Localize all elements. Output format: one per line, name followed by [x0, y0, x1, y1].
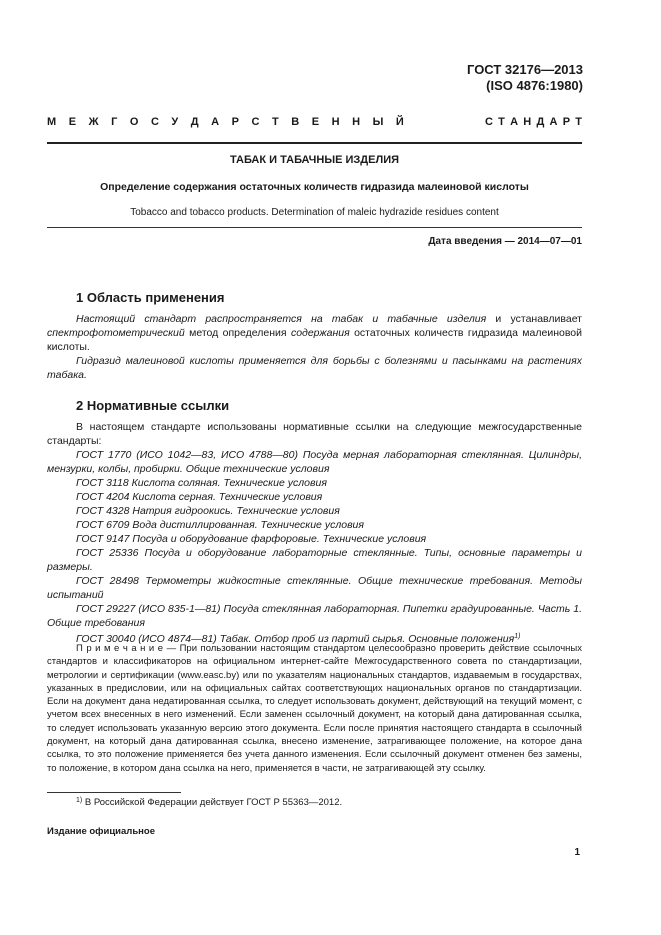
reference-text: ГОСТ 30040 (ИСО 4874—81) Табак. Отбор проб из партий сырья. Основные положения	[76, 633, 515, 645]
document-title: ТАБАК И ТАБАЧНЫЕ ИЗДЕЛИЯ	[229, 154, 400, 166]
banner-letter: Р	[231, 116, 239, 128]
section-1-heading: 1 Область применения	[76, 290, 225, 305]
document-subtitle: Определение содержания остаточных количеств гидразида малеиновой кислоты	[100, 181, 529, 193]
reference-item: ГОСТ 4204 Кислота серная. Технические условия	[76, 491, 323, 503]
scope-text-a: Настоящий стандарт распространяется на табак и табачные изделия	[76, 313, 487, 325]
banner-letter: Т	[272, 116, 279, 128]
reference-item: ГОСТ 28498 Термометры жидкостные стеклянные. Общие технические требования. Методы испытаний	[47, 575, 582, 601]
banner-letter: О	[129, 116, 139, 128]
banner-letter: Г	[111, 116, 118, 128]
reference-item: ГОСТ 29227 (ИСО 835-1—81) Посуда стеклянная лабораторная. Пипетки градуированные. Часть 1. Общие требования	[47, 603, 582, 629]
scope-paragraph	[47, 312, 582, 354]
footnote	[76, 797, 342, 808]
banner-letter: Е	[68, 116, 77, 128]
references-intro: В настоящем стандарте использованы нормативные ссылки на следующие межгосударственные стандарты:	[47, 421, 582, 447]
reference-item: ГОСТ 3118 Кислота соляная. Технические условия	[76, 477, 327, 489]
banner-letter: Н	[331, 116, 340, 128]
banner-letter: Й	[395, 116, 404, 128]
edition-label: Издание официальное	[47, 826, 155, 837]
banner-word-standard	[485, 116, 582, 128]
gost-number: ГОСТ 32176—2013	[467, 62, 583, 77]
banner-letter: С	[485, 116, 493, 128]
english-title: Tobacco and tobacco products. Determination of maleic hydrazide residues content	[130, 207, 499, 218]
scope-text-e: содержания	[290, 327, 350, 339]
banner-letter: Н	[523, 116, 532, 128]
footnote-rule	[47, 792, 181, 793]
reference-item: ГОСТ 9147 Посуда и оборудование фарфоровые. Технические условия	[76, 533, 427, 545]
page-number: 1	[574, 847, 580, 858]
footnote-mark: 1)	[76, 797, 83, 804]
note-text: — При пользовании настоящим стандартом целесообразно проверить действие ссылочных стандартов и классификаторов на официальном интернет-сайте Межгосударственного совета по стандартизации, метрологии и сертификации (www.easc.by) или по указателям национальных стандартов, издаваемым в государствах, указанных в предисловии, или на официальных сайтах соответствующих национальных органов по стандартизации. Если на документ дана недатированная ссылка, то следует использовать документ, действующий на текущий момент, с учетом всех внесенных в него изменений. Если заменен ссылочный документ, на который дана датированная ссылка, то следует использовать указанную версию этого документа. Если после принятия настоящего стандарта в ссылочный документ, на который дана датированная ссылка, внесено изменение, затрагивающее положение, на которое дана ссылка, то это положение применяется без учета данного изменения. Если ссылочный документ отменен без замены, то положение, в котором дана ссылка на него, применяется в части, не затрагивающей эту ссылку.	[47, 643, 582, 774]
banner-letter: Р	[562, 116, 571, 128]
scope-text-d: метод определения	[184, 327, 291, 339]
note-block	[47, 642, 582, 775]
reference-item: ГОСТ 25336 Посуда и оборудование лабораторные стеклянные. Типы, основные параметры и размеры.	[47, 547, 582, 573]
banner-letter: Т	[498, 116, 505, 128]
iso-number: (ISO 4876:1980)	[486, 78, 583, 93]
banner-letter: Е	[311, 116, 320, 128]
banner-letter: А	[510, 116, 519, 128]
section-2-body	[47, 420, 582, 646]
banner-letter: А	[549, 116, 558, 128]
banner-letter: М	[47, 116, 57, 128]
banner-letter: Т	[575, 116, 582, 128]
banner-word-interstate	[47, 116, 404, 128]
section-1-body	[47, 312, 582, 382]
reference-item: ГОСТ 1770 (ИСО 1042—83, ИСО 4788—80) Посуда мерная лабораторная стеклянная. Цилиндры, мензурки, колбы, пробирки. Общие технические условия	[47, 449, 582, 475]
usage-paragraph: Гидразид малеиновой кислоты применяется для борьбы с болезнями и пасынками на растениях табака.	[47, 355, 582, 381]
scope-text-b: и устанавливает	[486, 313, 582, 325]
note-label: П р и м е ч а н и е	[76, 643, 164, 654]
banner-letter: У	[171, 116, 179, 128]
reference-item: ГОСТ 4328 Натрия гидроокись. Технические условия	[76, 505, 340, 517]
title-rule	[47, 227, 582, 228]
section-2-heading: 2 Нормативные ссылки	[76, 398, 230, 413]
banner-letter: С	[150, 116, 159, 128]
banner-letter: А	[211, 116, 220, 128]
banner-letter: Д	[536, 116, 545, 128]
header-rule	[47, 142, 582, 144]
scope-text-f: остаточных количеств гидразида малеиновой кислоты.	[47, 327, 583, 353]
reference-item: ГОСТ 6709 Вода дистиллированная. Технические условия	[76, 519, 365, 531]
banner-letter: В	[291, 116, 300, 128]
reference-list	[47, 448, 582, 630]
note-paragraph	[47, 642, 582, 775]
banner-letter: Ж	[88, 116, 99, 128]
footnote-text: В Российской Федерации действует ГОСТ Р 55363—2012.	[82, 797, 343, 808]
footnote-marker: 1)	[514, 633, 521, 640]
effective-date: Дата введения — 2014—07—01	[428, 236, 582, 247]
banner-letter: Д	[190, 116, 199, 128]
banner-letter: С	[251, 116, 260, 128]
scope-text-c: спектрофотометрический	[47, 327, 185, 339]
banner-letter: Н	[352, 116, 361, 128]
banner-letter: Ы	[372, 116, 384, 128]
